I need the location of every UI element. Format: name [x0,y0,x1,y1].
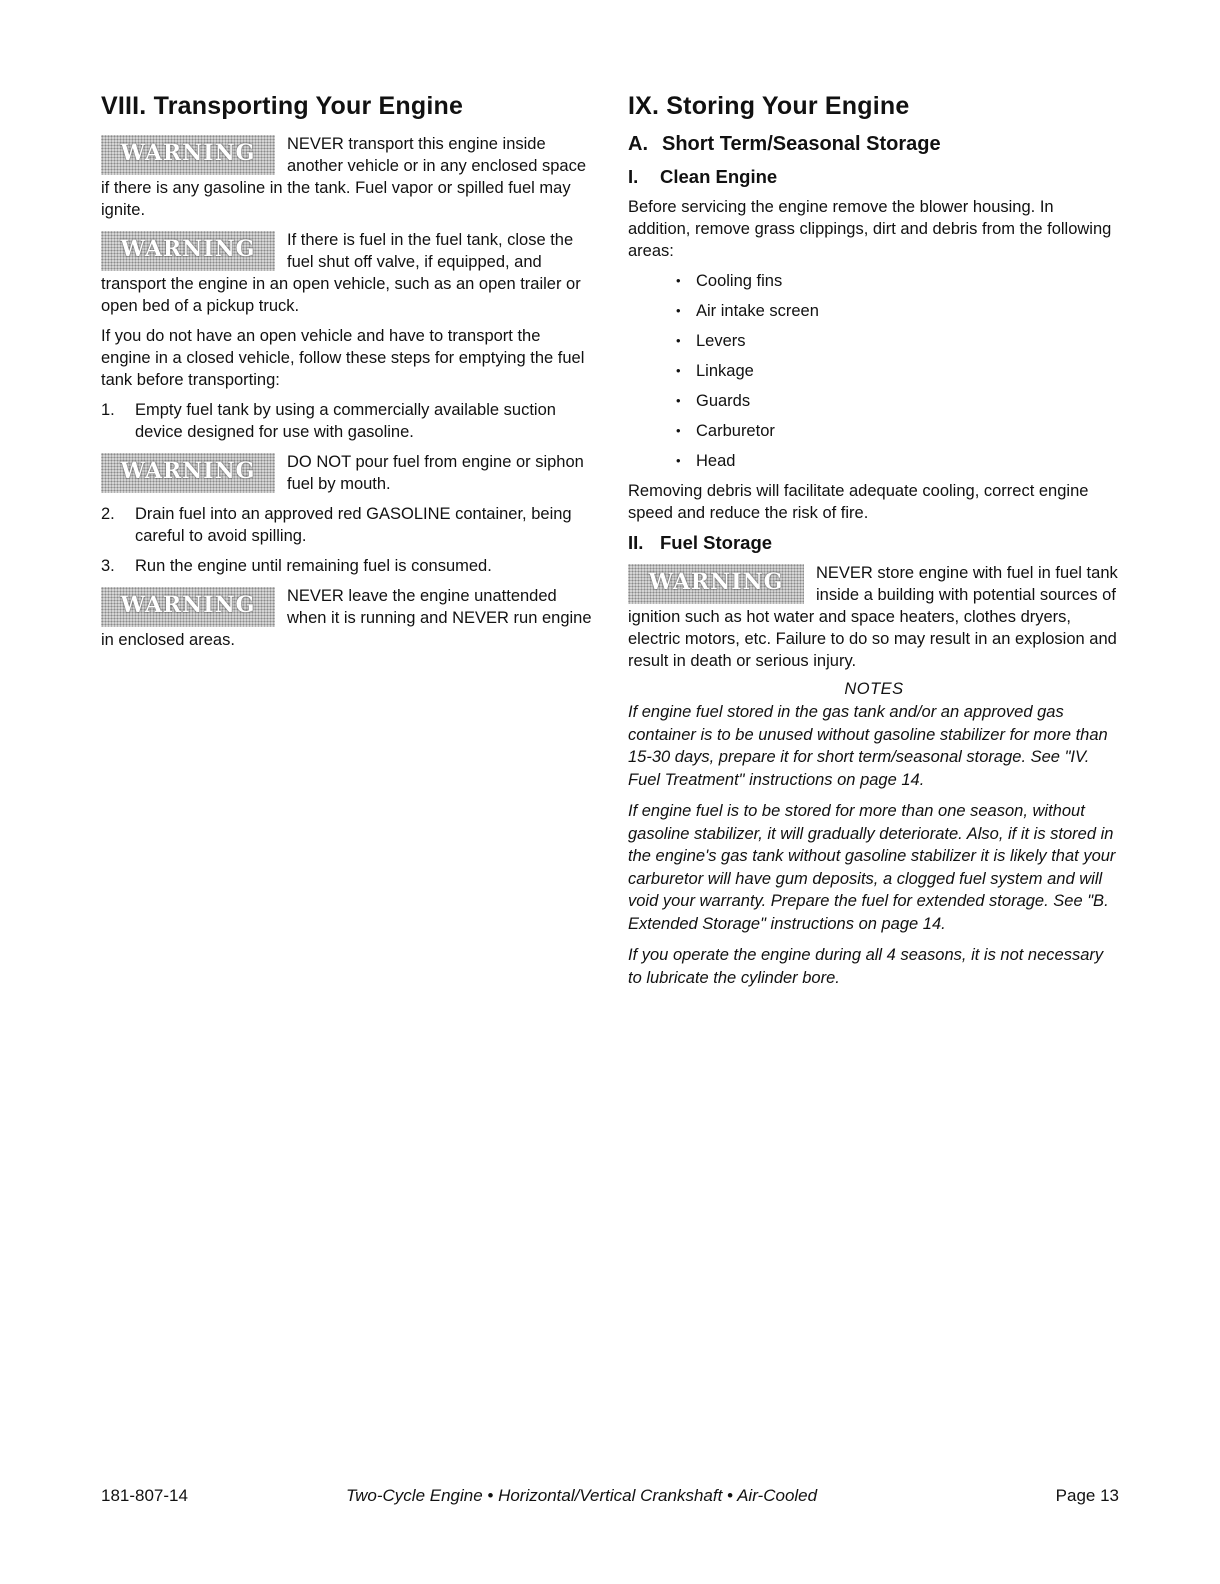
warning-badge-label: WARNING [120,236,256,262]
note-extended: If engine fuel is to be stored for more than one season, without gasoline stabilizer, it will gradually deteriorate. Also, if it is stored in the engine's gas tank without gasoline stabilizer it is likely that your carburetor will have gum deposits, a clogged fuel system and will void your warranty. Prepare the fuel for extended storage. See "B. Extended Storage" instructions on page 14. [628,802,1116,933]
warning-fuel-storage [628,562,1120,672]
warning-badge-icon [101,231,275,271]
closed-vehicle-paragraph: If you do not have an open vehicle and have to transport the engine in a closed vehicle, follow these steps for emptying the fuel tank before transporting: [101,327,585,389]
list-item [101,399,593,443]
emptying-steps-list-continued [101,503,593,577]
step-text: Run the engine until remaining fuel is consumed. [135,557,492,575]
warning-siphon [101,451,593,495]
warning-text: If there is fuel in the fuel tank, close the fuel shut off valve, if equipped, and transport the engine in an open vehicle, such as an open trailer or open bed of a pickup truck. [101,231,581,315]
list-item: • Head [676,450,1120,472]
list-item: • Guards [676,390,1120,412]
warning-transport-inside-vehicle [101,133,593,221]
note-short-term: If engine fuel stored in the gas tank and/or an approved gas container is to be unused without gasoline stabilizer for more than 15-30 days, prepare it for short term/seasonal storage. See "IV. Fuel Treatment" instructions on page 14. [628,703,1108,789]
subsection-label: A. [628,133,648,155]
heading-label: I. [628,166,639,187]
step-number: 1. [101,401,115,419]
page-number: Page 13 [1055,1486,1119,1505]
list-item [101,503,593,547]
list-item: • Cooling fins [676,270,1120,292]
heading-clean-engine [628,166,1120,188]
warning-text: NEVER transport this engine inside another vehicle or in any enclosed space if there is any gasoline in the tank. Fuel vapor or spilled fuel may ignite. [101,135,587,219]
warning-badge-icon [101,587,275,627]
left-column [101,92,593,659]
step-text: Empty fuel tank by using a commercially available suction device designed for use with gasoline. [135,401,556,441]
warning-text: NEVER store engine with fuel in fuel tank inside a building with potential sources of ignition such as hot water and space heaters, clothes dryers, electric motors, etc. Failure to do so may result in an explosion and result in death or serious injury. [628,564,1118,670]
subsection-title-short-term [628,133,1120,156]
warning-badge-label: WARNING [120,592,256,618]
footer-description: Two-Cycle Engine • Horizontal/Vertical Crankshaft • Air-Cooled [346,1486,818,1505]
clean-engine-paragraph: Before servicing the engine remove the blower housing. In addition, remove grass clippings, dirt and debris from the following areas: [628,198,1112,260]
warning-unattended [101,585,593,651]
emptying-steps-list [101,399,593,443]
subsection-text: Short Term/Seasonal Storage [662,133,941,155]
warning-close-fuel-valve [101,229,593,317]
list-item [101,555,593,577]
note-all-seasons: If you operate the engine during all 4 seasons, it is not necessary to lubricate the cylinder bore. [628,946,1104,987]
step-text: Drain fuel into an approved red GASOLINE container, being careful to avoid spilling. [135,505,572,545]
heading-fuel-storage [628,532,1120,554]
warning-badge-label: WARNING [648,569,784,595]
warning-badge-icon [101,135,275,175]
list-item: • Linkage [676,360,1120,382]
warning-text: NEVER leave the engine unattended when it is running and NEVER run engine in enclosed areas. [101,587,592,649]
section-title-transporting: VIII. Transporting Your Engine [101,92,464,120]
right-column [628,92,1120,998]
heading-text: Fuel Storage [660,532,773,553]
clean-areas-list [628,270,1120,472]
step-number: 3. [101,557,115,575]
list-item: • Carburetor [676,420,1120,442]
list-item: • Levers [676,330,1120,352]
warning-badge-icon [628,564,804,604]
heading-text: Clean Engine [660,166,778,187]
step-number: 2. [101,505,115,523]
list-item: • Air intake screen [676,300,1120,322]
warning-badge-label: WARNING [120,458,256,484]
section-title-storing: IX. Storing Your Engine [628,92,910,120]
warning-text: DO NOT pour fuel from engine or siphon fuel by mouth. [287,453,584,493]
warning-badge-label: WARNING [120,140,256,166]
notes-title: NOTES [844,680,904,698]
heading-label: II. [628,532,644,553]
part-number: 181-807-14 [101,1486,188,1505]
removing-debris-paragraph: Removing debris will facilitate adequate cooling, correct engine speed and reduce the risk of fire. [628,482,1089,522]
warning-badge-icon [101,453,275,493]
